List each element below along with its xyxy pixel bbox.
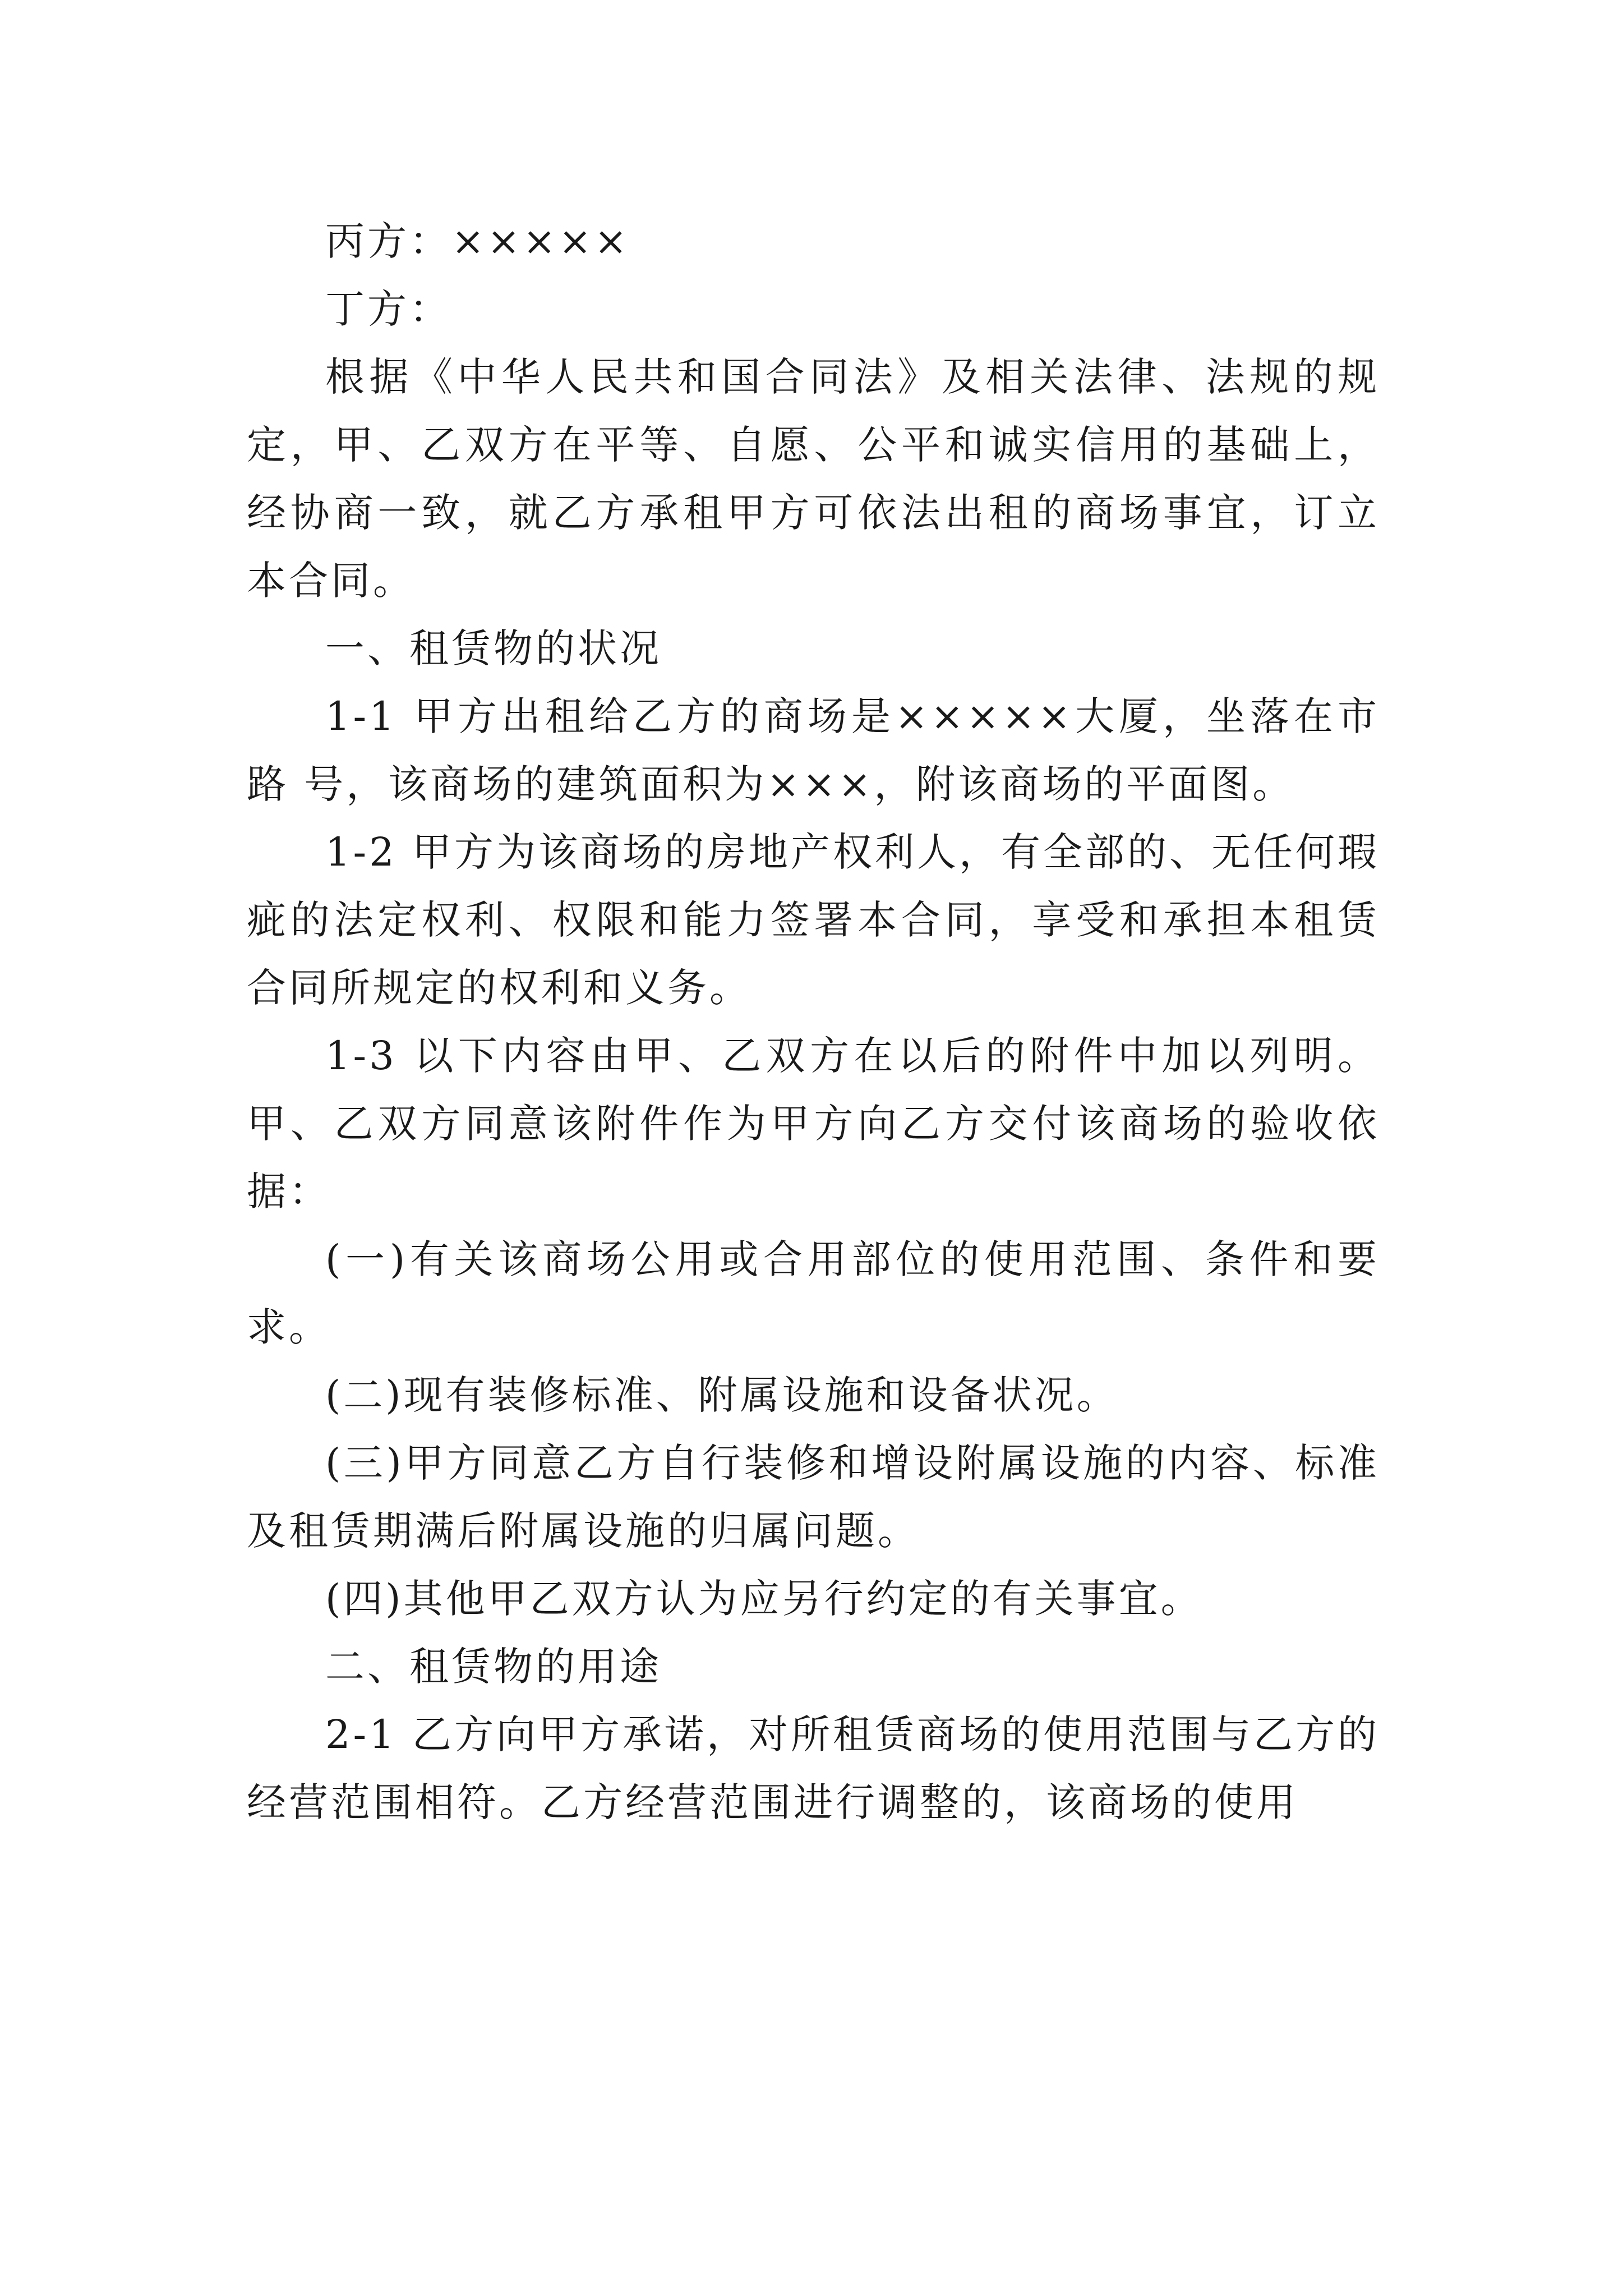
list-item-4: (四)其他甲乙双方认为应另行约定的有关事宜。 [325,1576,1203,1622]
section-heading-2: 二、租赁物的用途 [325,1644,662,1690]
clause-2-1: 2-1 乙方向甲方承诺，对所租赁商场的使用范围与乙方的经营范围相符。乙方经营范围进行调整的，该商场的使用 [247,1711,1380,1825]
party-d-line: 丁方： [325,286,451,332]
clause-1-1: 1-1 甲方出租给乙方的商场是×××××大厦，坐落在市 路 号，该商场的建筑面积为×××，附该商场的平面图。 [247,693,1380,807]
list-item-2: (二)现有装修标准、附属设施和设备状况。 [325,1372,1119,1418]
clause-1-3: 1-3 以下内容由甲、乙双方在以后的附件中加以列明。甲、乙双方同意该附件作为甲方向乙方交付该商场的验收依据： [247,1033,1380,1214]
document-body [247,208,1380,1837]
preamble-paragraph: 根据《中华人民共和国合同法》及相关法律、法规的规定，甲、乙双方在平等、自愿、公平和诚实信用的基础上，经协商一致，就乙方承租甲方可依法出租的商场事宜，订立本合同。 [247,354,1380,604]
clause-1-2: 1-2 甲方为该商场的房地产权利人，有全部的、无任何瑕疵的法定权利、权限和能力签署本合同，享受和承担本租赁合同所规定的权利和义务。 [247,829,1380,1011]
section-heading-1: 一、租赁物的状况 [325,625,662,671]
party-c-line: 丙方：××××× [325,218,630,264]
list-item-3: (三)甲方同意乙方自行装修和增设附属设施的内容、标准及租赁期满后附属设施的归属问题。 [247,1440,1380,1554]
list-item-1: (一)有关该商场公用或合用部位的使用范围、条件和要求。 [247,1236,1380,1350]
